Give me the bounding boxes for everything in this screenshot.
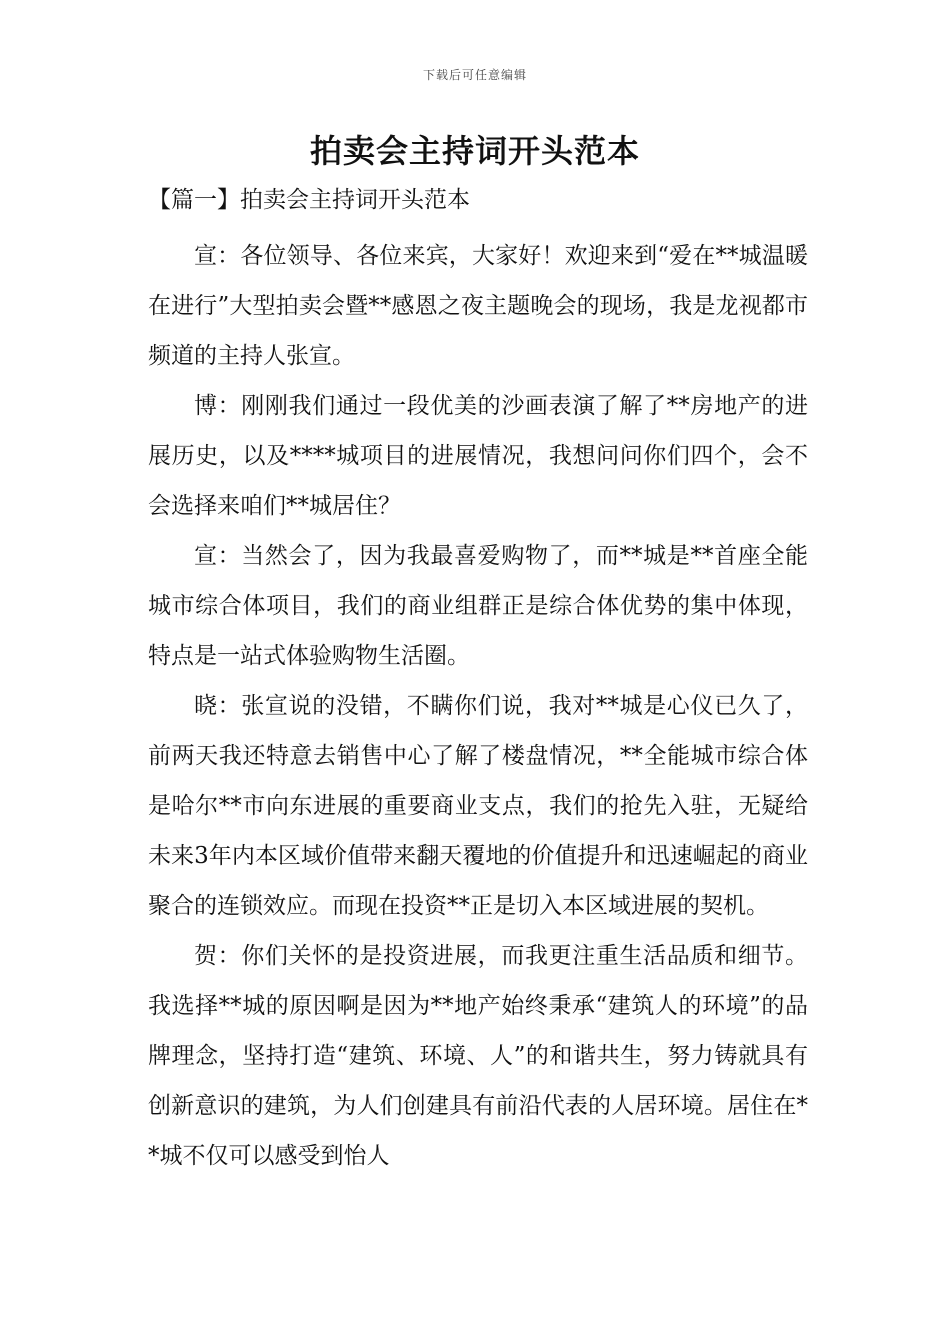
document-body — [148, 231, 808, 1181]
document-title: 拍卖会主持词开头范本 — [309, 132, 640, 170]
paragraph-2: 博：刚刚我们通过一段优美的沙画表演了解了**房地产的进展历史，以及****城项目的进展情况，我想问问你们四个，会不会选择来咱们**城居住？ — [148, 393, 808, 519]
section-heading: 【篇一】拍卖会主持词开头范本 — [148, 187, 470, 213]
paragraph-1: 宣：各位领导、各位来宾，大家好！欢迎来到“爱在**城温暖在进行”大型拍卖会暨**感恩之夜主题晚会的现场，我是龙视都市频道的主持人张宣。 — [148, 243, 808, 369]
paragraph-3: 宣：当然会了，因为我最喜爱购物了，而**城是**首座全能城市综合体项目，我们的商业组群正是综合体优势的集中体现，特点是一站式体验购物生活圈。 — [148, 543, 808, 669]
paragraph-4: 晓：张宣说的没错，不瞒你们说，我对**城是心仪已久了，前两天我还特意去销售中心了解了楼盘情况，**全能城市综合体是哈尔**市向东进展的重要商业支点，我们的抢先入驻，无疑给未来3年内本区域价值带来翻天覆地的价值提升和迅速崛起的商业聚合的连锁效应。而现在投资**正是切入本区域进展的契机。 — [148, 693, 808, 919]
page-header-note: 下载后可任意编辑 — [422, 68, 527, 82]
paragraph-5: 贺：你们关怀的是投资进展，而我更注重生活品质和细节。我选择**城的原因啊是因为**地产始终秉承“建筑人的环境”的品牌理念，坚持打造“建筑、环境、人”的和谐共生，努力铸就具有创新意识的建筑，为人们创建具有前沿代表的人居环境。居住在**城不仅可以感受到怡人 — [148, 943, 808, 1169]
